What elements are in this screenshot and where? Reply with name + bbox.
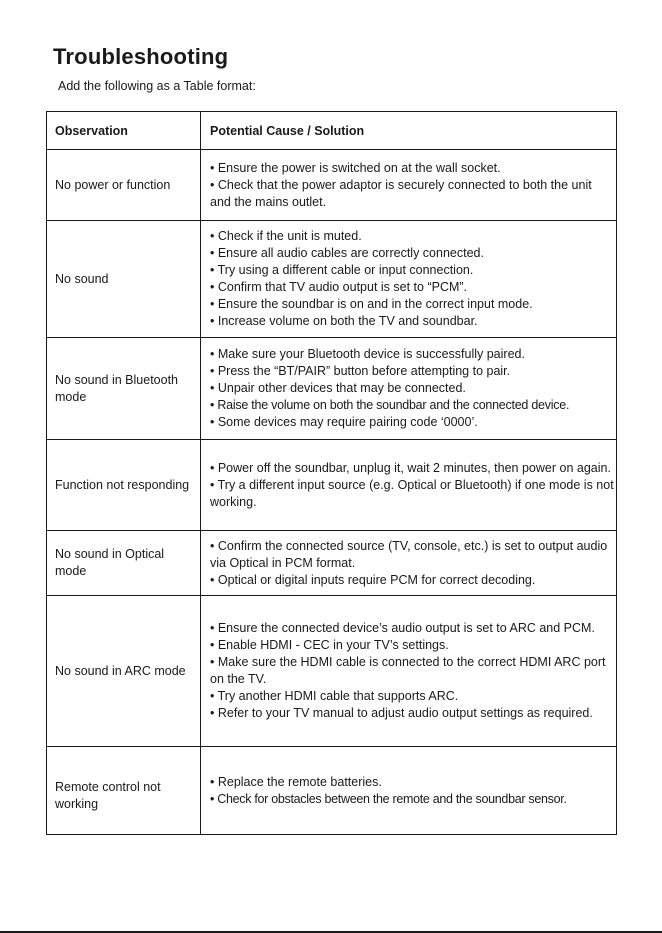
table-header-row <box>47 112 617 150</box>
table-row <box>47 338 617 440</box>
solution-item: • Make sure the HDMI cable is connected to the correct HDMI ARC port on the TV. <box>210 655 606 686</box>
solution-cell <box>201 531 617 596</box>
table-row <box>47 531 617 596</box>
solution-item: • Make sure your Bluetooth device is successfully paired. <box>210 347 525 361</box>
solution-item: • Raise the volume on both the soundbar and the connected device. <box>210 398 570 412</box>
solution-cell <box>201 221 617 338</box>
observation-cell: Remote control not working <box>47 747 201 835</box>
solution-item: • Increase volume on both the TV and soundbar. <box>210 314 478 328</box>
solution-item: • Check if the unit is muted. <box>210 229 362 243</box>
solution-item: • Try a different input source (e.g. Optical or Bluetooth) if one mode is not working. <box>210 477 614 509</box>
page-subtitle: Add the following as a Table format: <box>58 79 256 93</box>
observation-cell: No sound in Optical mode <box>47 531 201 596</box>
troubleshooting-table <box>46 111 617 835</box>
solution-item: • Replace the remote batteries. <box>210 774 382 789</box>
observation-cell: No sound in ARC mode <box>47 596 201 747</box>
observation-cell: No sound <box>47 221 201 338</box>
table-row <box>47 596 617 747</box>
solution-item: • Check for obstacles between the remote and the soundbar sensor. <box>210 791 567 806</box>
observation-cell: No power or function <box>47 150 201 221</box>
solution-item: • Confirm the connected source (TV, console, etc.) is set to output audio via Optical in PCM format. <box>210 538 608 570</box>
page-title: Troubleshooting <box>53 44 229 69</box>
solution-item: • Ensure the soundbar is on and in the correct input mode. <box>210 297 533 311</box>
table-row <box>47 221 617 338</box>
observation-cell: No sound in Bluetooth mode <box>47 338 201 440</box>
solution-cell <box>201 338 617 440</box>
solution-item: • Ensure the connected device’s audio output is set to ARC and PCM. <box>210 621 595 635</box>
solution-cell <box>201 747 617 835</box>
solution-item: • Ensure all audio cables are correctly connected. <box>210 246 484 260</box>
solution-item: • Ensure the power is switched on at the wall socket. <box>210 160 501 175</box>
solution-item: • Power off the soundbar, unplug it, wait 2 minutes, then power on again. <box>210 460 611 475</box>
observation-cell: Function not responding <box>47 440 201 531</box>
table-row <box>47 440 617 531</box>
solution-item: • Some devices may require pairing code ‘0000’. <box>210 415 478 429</box>
solution-item: • Refer to your TV manual to adjust audio output settings as required. <box>210 706 593 720</box>
column-header-observation: Observation <box>47 112 201 150</box>
solution-item: • Unpair other devices that may be connected. <box>210 381 466 395</box>
solution-item: • Enable HDMI - CEC in your TV’s settings. <box>210 638 449 652</box>
table-row <box>47 747 617 835</box>
solution-item: • Try another HDMI cable that supports ARC. <box>210 689 459 703</box>
column-header-solution: Potential Cause / Solution <box>201 112 617 150</box>
solution-cell <box>201 596 617 747</box>
solution-cell <box>201 440 617 531</box>
solution-item: • Press the “BT/PAIR” button before attempting to pair. <box>210 364 511 378</box>
solution-item: • Optical or digital inputs require PCM for correct decoding. <box>210 572 536 587</box>
table-row <box>47 150 617 221</box>
solution-item: • Try using a different cable or input connection. <box>210 263 474 277</box>
solution-cell <box>201 150 617 221</box>
solution-item: • Confirm that TV audio output is set to “PCM”. <box>210 280 468 294</box>
solution-item: • Check that the power adaptor is securely connected to both the unit and the mains outlet. <box>210 177 592 209</box>
